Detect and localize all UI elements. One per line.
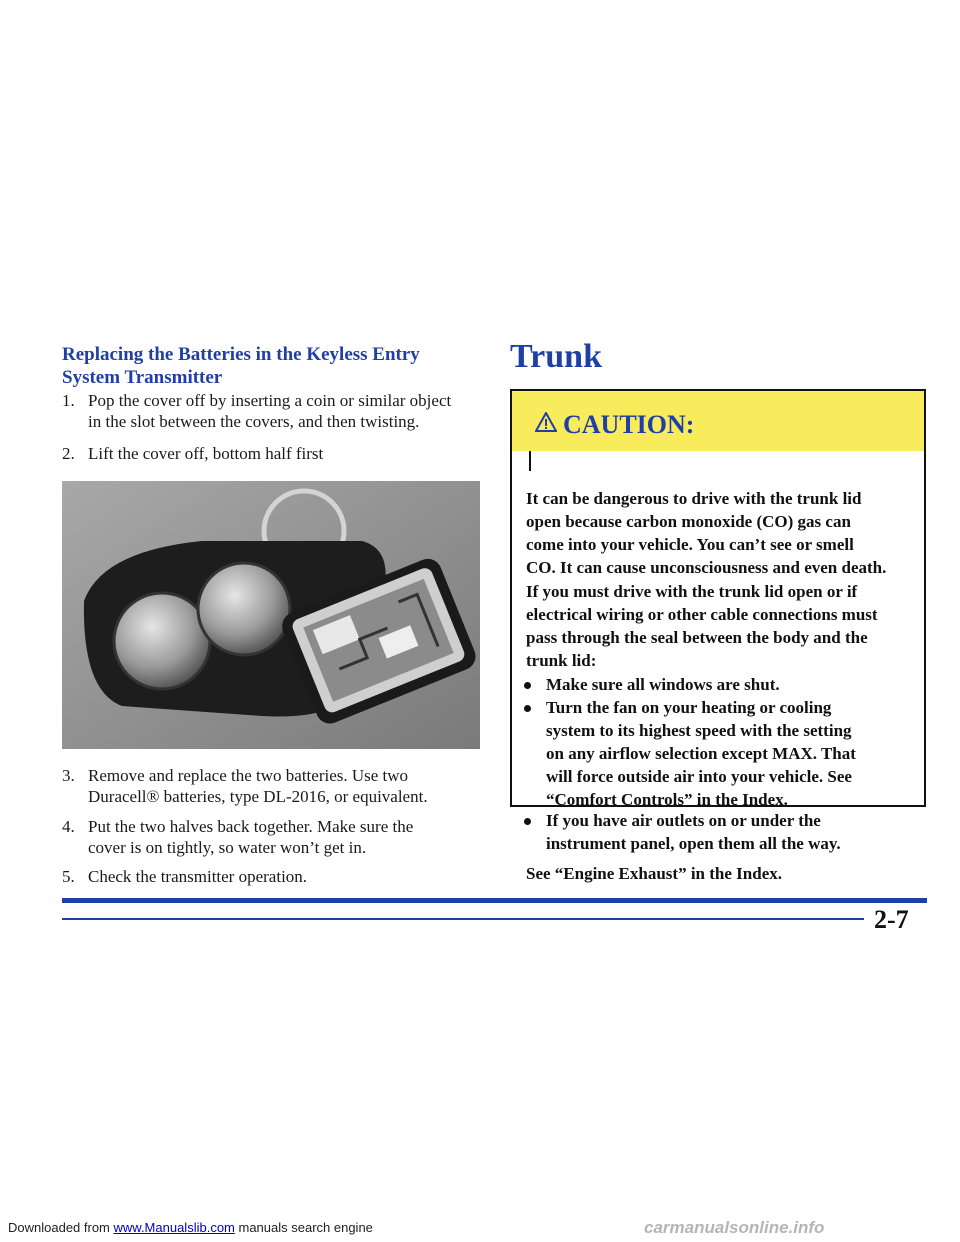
step-number: 5. (62, 867, 75, 886)
step-1 (62, 390, 482, 432)
trunk-heading: Trunk (510, 338, 602, 375)
watermark: carmanualsonline.info (644, 1218, 825, 1237)
step-3 (62, 765, 482, 807)
keyless-transmitter-photo (62, 481, 480, 749)
caution-bullet-1: Make sure all windows are shut. (546, 675, 780, 694)
section-heading: Replacing the Batteries in the Keyless Entry System Transmitter (62, 344, 420, 388)
warning-triangle-icon (535, 412, 557, 432)
step-number: 2. (62, 444, 75, 463)
step-text: Remove and replace the two batteries. Use two Duracell® batteries, type DL-2016, or equivalent. (88, 766, 428, 806)
caution-closing: See “Engine Exhaust” in the Index. (526, 864, 782, 883)
caution-paragraph-1: It can be dangerous to drive with the trunk lid open because carbon monoxide (CO) gas can come into your vehicle. You can’t see or smell CO. It can cause unconsciousness and even death. (526, 489, 887, 577)
step-text: Put the two halves back together. Make sure the cover is on tightly, so water won’t get in. (88, 817, 414, 857)
step-text: Check the transmitter operation. (88, 867, 308, 886)
step-5 (62, 866, 482, 887)
footer-rule-thin (62, 918, 864, 920)
caution-divider (529, 451, 531, 471)
caution-label: CAUTION: (563, 410, 695, 439)
step-number: 3. (62, 766, 75, 785)
step-4 (62, 816, 482, 858)
caution-paragraph-2: If you must drive with the trunk lid open or if electrical wiring or other cable connections must pass through the seal between the body and the trunk lid: (526, 582, 878, 670)
bullet-icon (524, 818, 531, 825)
bullet-icon (524, 682, 531, 689)
step-2 (62, 443, 482, 464)
step-number: 1. (62, 391, 75, 410)
page-number: 2-7 (874, 905, 909, 934)
footer-rule-thick (62, 898, 927, 903)
bullet-icon (524, 705, 531, 712)
download-credit: Downloaded from www.Manualslib.com manuals search engine (8, 1220, 373, 1235)
step-text: Lift the cover off, bottom half first (88, 444, 324, 463)
step-text: Pop the cover off by inserting a coin or similar object in the slot between the covers, and then twisting. (88, 391, 452, 431)
step-number: 4. (62, 817, 75, 836)
caution-bullet-2: Turn the fan on your heating or cooling system to its highest speed with the setting on any airflow selection except MAX. That will force outside air into your vehicle. See “Comfort Controls” in the Index. (546, 698, 856, 809)
manualslib-link[interactable]: www.Manualslib.com (113, 1220, 235, 1235)
caution-bullet-3: If you have air outlets on or under the instrument panel, open them all the way. (546, 811, 841, 853)
transmitter-illustration (62, 481, 480, 749)
